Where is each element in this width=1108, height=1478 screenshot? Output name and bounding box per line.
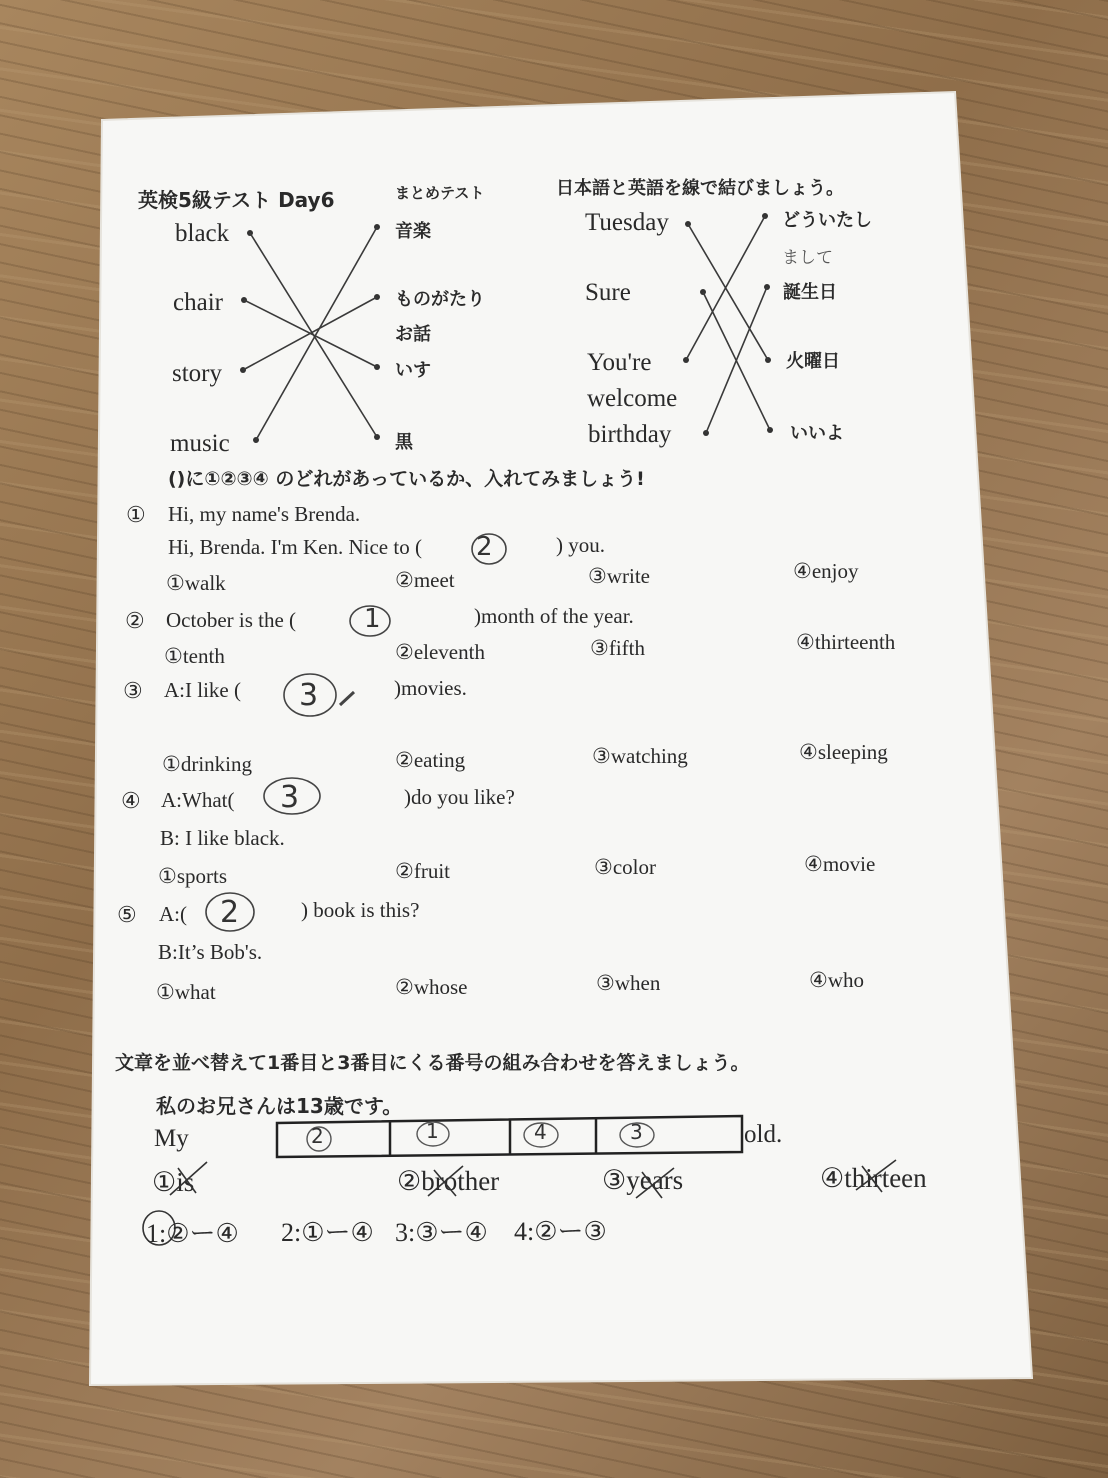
q2-answer: 1: [364, 604, 381, 634]
match-jp-isu: いす: [395, 360, 431, 381]
q2-option-4: ④thirteenth: [796, 630, 896, 654]
q3-number: ③: [123, 678, 143, 703]
word-option-years: ③years: [602, 1165, 684, 1195]
q5-option-2: ②whose: [395, 975, 468, 999]
match-word-music: music: [170, 430, 230, 457]
box-answer-2: 1: [426, 1119, 439, 1143]
section3-instruction: 文章を並べ替えて1番目と3番目にくる番号の組み合わせを答えましょう。: [115, 1052, 750, 1074]
match-word-story: story: [172, 360, 222, 387]
q1-option-4: ④enjoy: [793, 559, 859, 583]
q5-option-1: ①what: [156, 980, 216, 1004]
box-answer-4: 3: [630, 1120, 643, 1144]
match-word-sure: Sure: [585, 279, 631, 306]
box-answer-3: 4: [534, 1120, 547, 1144]
q3-line1a: A:I like (: [164, 678, 241, 702]
q4-number: ④: [121, 788, 141, 813]
q3-option-1: ①drinking: [162, 752, 252, 776]
match-word-birthday: birthday: [588, 421, 672, 448]
q2-option-1: ①tenth: [164, 644, 225, 668]
q1-option-3: ③write: [588, 564, 650, 588]
match-jp-ohanashi: お話: [395, 324, 431, 345]
q2-number: ②: [125, 608, 145, 633]
match-word-youre: You're: [587, 349, 652, 376]
q2-option-3: ③fifth: [590, 636, 645, 660]
match-word-chair: chair: [173, 289, 223, 316]
q4-option-4: ④movie: [804, 852, 876, 876]
match-word-black: black: [175, 220, 230, 247]
section3-prefix: My: [154, 1125, 189, 1152]
q3-line1b: )movies.: [394, 676, 467, 700]
test-title: 英検5級テスト Day6: [138, 188, 335, 212]
match-jp-ongaku: 音楽: [395, 221, 431, 242]
word-option-is: ①is: [152, 1167, 195, 1197]
q5-number: ⑤: [117, 902, 137, 927]
q2-option-2: ②eleventh: [395, 640, 485, 664]
q4-line2: B: I like black.: [160, 826, 285, 850]
q4-option-3: ③color: [594, 855, 656, 879]
q1-option-2: ②meet: [395, 568, 455, 592]
q5-answer: 2: [220, 895, 240, 930]
section3-suffix: old.: [744, 1121, 783, 1148]
q1-line2a: Hi, Brenda. I'm Ken. Nice to (: [168, 535, 422, 559]
q3-option-3: ③watching: [592, 744, 688, 768]
q1-line2b: ) you.: [556, 533, 605, 557]
section2-instruction: ()に①②③④ のどれがあっているか、入れてみましょう!: [168, 468, 645, 490]
q4-option-1: ①sports: [158, 864, 227, 888]
q5-line1b: ) book is this?: [301, 898, 420, 922]
q4-line1a: A:What(: [161, 788, 235, 812]
choice-4: 4:②ー③: [514, 1217, 607, 1246]
q4-line1b: )do you like?: [404, 785, 515, 809]
q2-line1a: October is the (: [166, 608, 297, 632]
q3-answer: 3: [299, 678, 319, 713]
match-jp-mashite: まして: [782, 248, 833, 268]
match-jp-tanjoubi: 誕生日: [783, 282, 837, 303]
matching-instruction: 日本語と英語を線で結びましょう。: [556, 178, 844, 199]
q1-number: ①: [126, 502, 146, 527]
q1-answer: 2: [476, 532, 493, 562]
section3-sentence-jp: 私のお兄さんは13歳です。: [156, 1094, 403, 1118]
word-option-thirteen: ④thirteen: [820, 1163, 927, 1193]
match-jp-iiyo: いいよ: [790, 423, 844, 444]
choice-3: 3:③ー④: [395, 1218, 488, 1247]
q2-line1b: )month of the year.: [474, 604, 634, 628]
choice-1: 1:②ー④: [146, 1219, 239, 1248]
match-jp-douitashi: どういたし: [782, 210, 872, 231]
q1-line1: Hi, my name's Brenda.: [168, 502, 361, 526]
q3-option-4: ④sleeping: [799, 740, 888, 764]
match-word-tuesday: Tuesday: [585, 209, 669, 236]
match-jp-kuro: 黒: [395, 432, 413, 453]
q1-option-1: ①walk: [166, 571, 226, 595]
q3-option-2: ②eating: [395, 748, 466, 772]
q5-line2: B:It’s Bob's.: [158, 940, 263, 964]
q4-answer: 3: [280, 780, 300, 815]
q5-option-4: ④who: [809, 968, 864, 992]
match-jp-monogatari: ものがたり: [395, 289, 485, 310]
word-option-brother: ②brother: [397, 1166, 500, 1196]
q4-option-2: ②fruit: [395, 859, 450, 883]
test-subtitle: まとめテスト: [395, 184, 485, 202]
match-word-welcome: welcome: [587, 385, 678, 412]
match-jp-kayoubi: 火曜日: [786, 351, 840, 372]
box-answer-1: 2: [311, 1124, 324, 1148]
q5-line1a: A:(: [159, 902, 187, 926]
choice-2: 2:①ー④: [281, 1218, 374, 1247]
q5-option-3: ③when: [596, 971, 661, 995]
